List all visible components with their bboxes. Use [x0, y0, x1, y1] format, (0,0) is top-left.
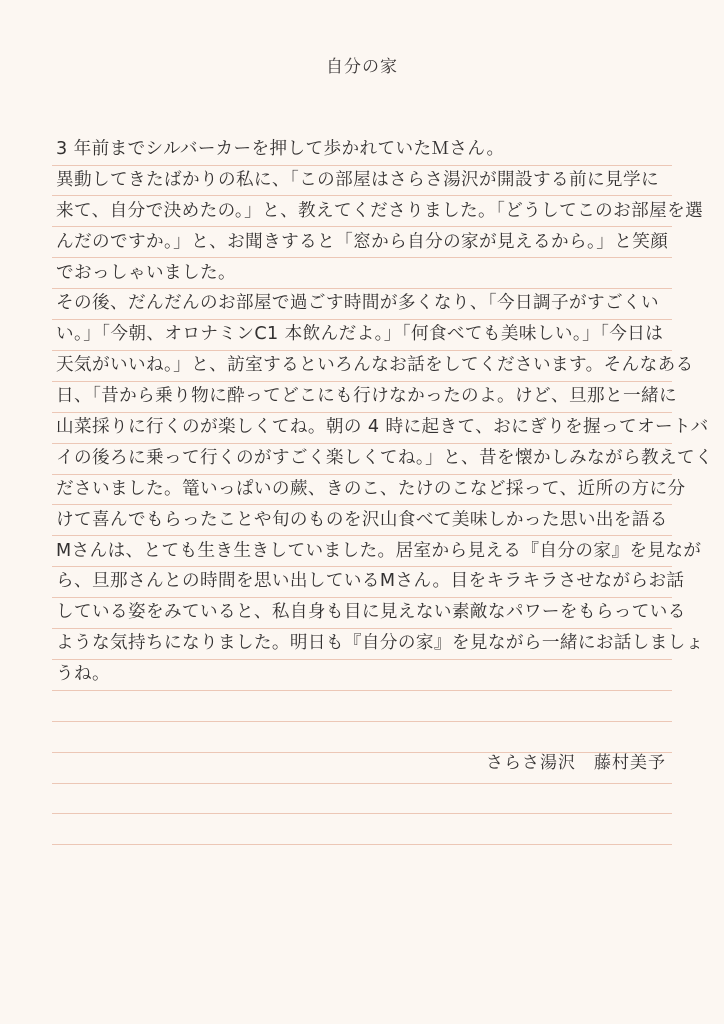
body-line: Mさんは、とても生き生きしていました。居室から見える『自分の家』を見なが: [56, 540, 702, 561]
body-line: い。」「今朝、オロナミンC1 本飲んだよ。」「何食べても美味しい。」「今日は: [56, 324, 664, 345]
body-line: 日、「昔から乗り物に酔ってどこにも行けなかったのよ。けど、旦那と一緒に: [56, 386, 677, 407]
body-line: 異動してきたばかりの私に、「この部屋はさらさ湯沢が開設する前に見学に: [56, 169, 659, 190]
page-title: 自分の家: [326, 57, 398, 77]
body-line: ら、旦那さんとの時間を思い出しているMさん。目をキラキラさせながらお話: [56, 571, 685, 592]
body-line: 来て、自分で決めたの。」と、教えてくださりました。「どうしてこのお部屋を選: [56, 200, 704, 221]
letter-body: [56, 134, 713, 690]
ruled-line: [52, 721, 672, 722]
signature: さらさ湯沢 藤村美予: [486, 753, 666, 773]
body-line: 天気がいいね。」と、訪室するといろんなお話をしてくださいます。そんなある: [56, 355, 694, 376]
body-line: ような気持ちになりました。明日も『自分の家』を見ながら一緒にお話しましょ: [56, 633, 704, 654]
body-line: うね。: [56, 664, 110, 685]
body-line: ださいました。篭いっぱいの蕨、きのこ、たけのこなど採って、近所の方に分: [56, 478, 686, 499]
ruled-line: [52, 783, 672, 784]
body-line: その後、だんだんのお部屋で過ごす時間が多くなり、「今日調子がすごくい: [56, 293, 659, 314]
body-line: 山菜採りに行くのが楽しくてね。朝の 4 時に起きて、おにぎりを握ってオートバ: [56, 417, 709, 438]
body-line: している姿をみていると、私自身も目に見えない素敵なパワーをもらっている: [56, 602, 686, 623]
ruled-line: [52, 813, 672, 814]
body-line: イの後ろに乗って行くのがすごく楽しくてね。」と、昔を懐かしみながら教えてく: [56, 447, 713, 468]
body-line: けて喜んでもらったことや旬のものを沢山食べて美味しかった思い出を語る: [56, 509, 668, 530]
body-line: でおっしゃいました。: [56, 262, 236, 283]
body-line: んだのですか。」と、お聞きすると「窓から自分の家が見えるから。」と笑顔: [56, 231, 669, 252]
ruled-line: [52, 844, 672, 845]
body-line: 3 年前までシルバーカーを押して歩かれていたＭさん。: [56, 139, 505, 159]
